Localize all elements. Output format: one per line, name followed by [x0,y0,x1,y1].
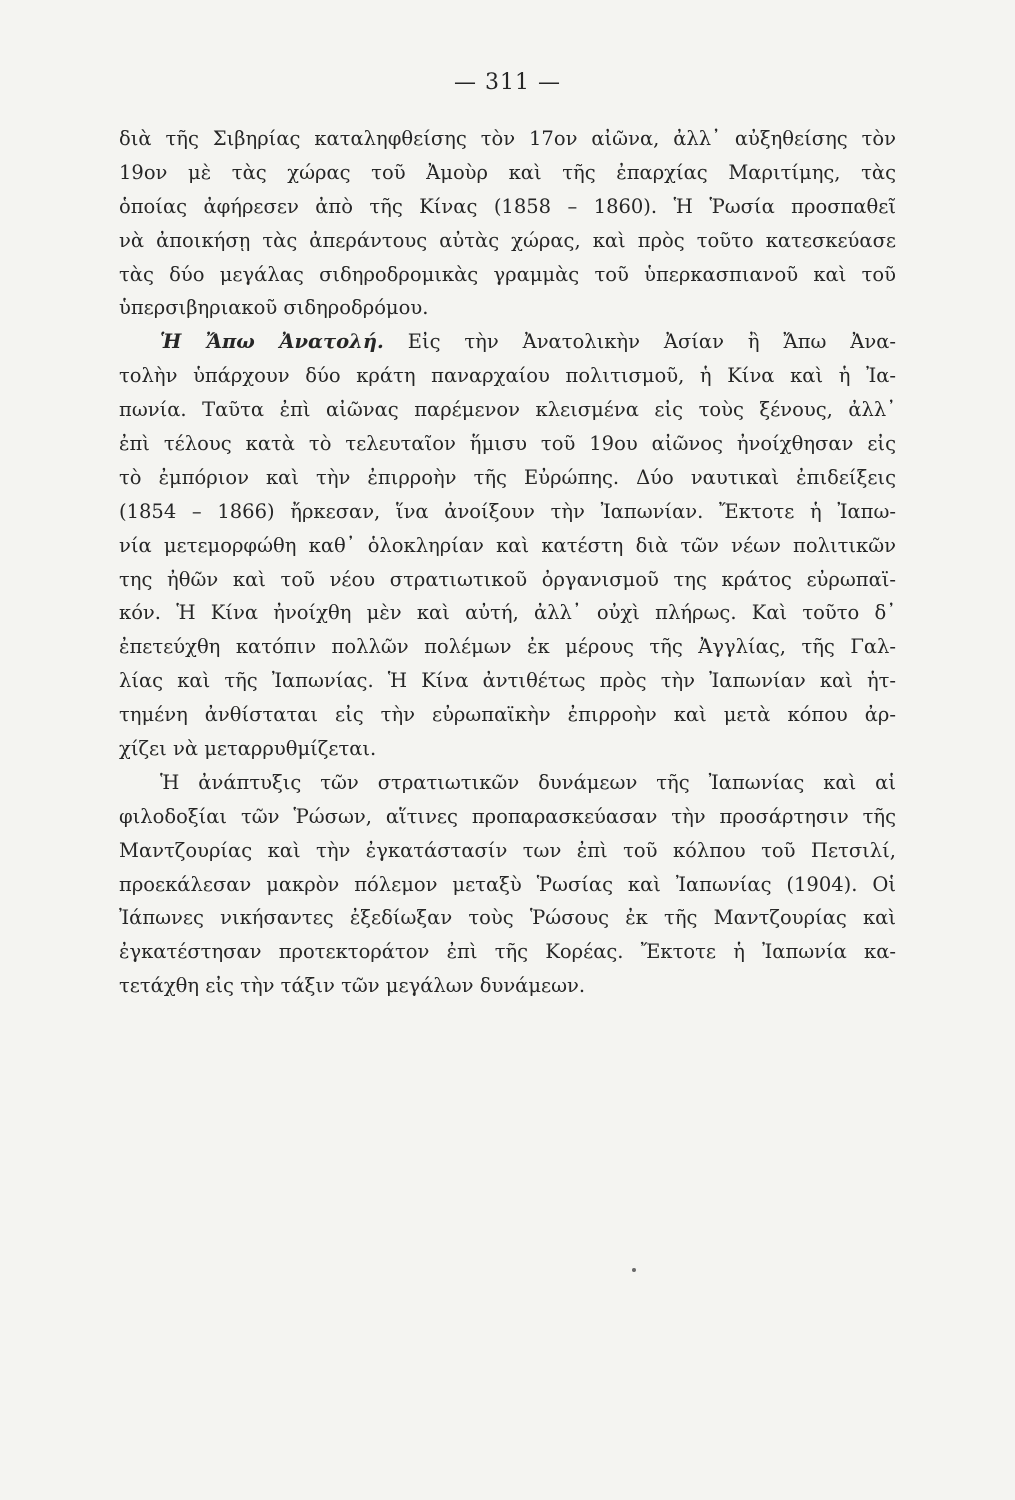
text-line: (1854 – 1866) ἤρκεσαν, ἵνα ἀνοίξουν τὴν Ἰαπωνίαν. Ἔκτοτε ἡ Ἰαπω- [119,499,896,523]
text-line: τὸ ἐμπόριον καὶ τὴν ἐπιρροὴν τῆς Εὐρώπης. Δύο ναυτικαὶ ἐπιδείξεις [119,465,896,489]
text-line: Ἰάπωνες νικήσαντες ἐξεδίωξαν τοὺς Ῥώσους ἐκ τῆς Μαντζουρίας καὶ [119,906,896,930]
text-line: κόν. Ἡ Κίνα ἠνοίχθη μὲν καὶ αὐτή, ἀλλ᾽ οὐχὶ πλήρως. Καὶ τοῦτο δ᾽ [119,601,896,625]
ink-speck [632,1268,636,1272]
paragraph [119,122,896,325]
paragraph [119,766,896,1003]
text-line: φιλοδοξίαι τῶν Ῥώσων, αἵτινες προπαρασκεύασαν τὴν προσάρτησιν τῆς [119,804,896,828]
text-line: λίας καὶ τῆς Ἰαπωνίας. Ἡ Κίνα ἀντιθέτως πρὸς τὴν Ἰαπωνίαν καὶ ἡτ- [119,669,896,693]
text-span: Εἰς τὴν Ἀνατολικὴν Ἀσίαν ἢ Ἄπω Ἀνα- [407,330,897,354]
text-line: Μαντζουρίας καὶ τὴν ἐγκατάστασίν των ἐπὶ τοῦ κόλπου τοῦ Πετσιλί, [119,838,896,862]
paragraph [119,325,896,766]
text-line: 19ον μὲ τὰς χώρας τοῦ Ἀμοὺρ καὶ τῆς ἐπαρχίας Μαριτίμης, τὰς [119,160,896,184]
text-line: πωνία. Ταῦτα ἐπὶ αἰῶνας παρέμενον κλεισμένα εἰς τοὺς ξένους, ἀλλ᾽ [119,398,896,422]
text-line: τετάχθη εἰς τὴν τάξιν τῶν μεγάλων δυνάμεων. [119,974,586,998]
text-line: χίζει νὰ μεταρρυθμίζεται. [119,737,377,761]
text-line: τημένη ἀνθίσταται εἰς τὴν εὐρωπαϊκὴν ἐπιρροὴν καὶ μετὰ κόπου ἀρ- [119,703,896,727]
text-line: ἐγκατέστησαν προτεκτοράτον ἐπὶ τῆς Κορέας. Ἔκτοτε ἡ Ἰαπωνία κα- [119,940,896,964]
text-line: ὁποίας ἀφήρεσεν ἀπὸ τῆς Κίνας (1858 – 1860). Ἡ Ῥωσία προσπαθεῖ [119,194,896,218]
section-heading: Ἡ Ἄπω Ἀνατολή. [160,330,384,354]
text-line: τὰς δύο μεγάλας σιδηροδρομικὰς γραμμὰς τοῦ ὑπερκασπιανοῦ καὶ τοῦ [119,262,896,286]
text-line: ἐπετεύχθη κατόπιν πολλῶν πολέμων ἐκ μέρους τῆς Ἀγγλίας, τῆς Γαλ- [119,635,896,659]
text-line: νὰ ἀποικήσῃ τὰς ἀπεράντους αὐτὰς χώρας, καὶ πρὸς τοῦτο κατεσκεύασε [119,228,896,252]
page-number: — 311 — [454,70,561,95]
text-line: τολὴν ὑπάρχουν δύο κράτη παναρχαίου πολιτισμοῦ, ἡ Κίνα καὶ ἡ Ἰα- [119,364,896,388]
text-line: ὑπερσιβηριακοῦ σιδηροδρόμου. [119,296,429,320]
text-line: προεκάλεσαν μακρὸν πόλεμον μεταξὺ Ῥωσίας καὶ Ἰαπωνίας (1904). Οἱ [119,872,896,896]
text-line: διὰ τῆς Σιβηρίας καταληφθείσης τὸν 17ον αἰῶνα, ἀλλ᾽ αὐξηθείσης τὸν [119,127,896,150]
text-line: Ἡ ἀνάπτυξις τῶν στρατιωτικῶν δυνάμεων τῆς Ἰαπωνίας καὶ αἱ [160,770,896,794]
body-text [119,122,896,1003]
text-line [119,325,896,359]
text-line: νία μετεμορφώθη καθ᾽ ὁλοκληρίαν καὶ κατέστη διὰ τῶν νέων πολιτικῶν [119,533,896,557]
text-line: της ἠθῶν καὶ τοῦ νέου στρατιωτικοῦ ὀργανισμοῦ της κράτος εὐρωπαϊ- [119,567,896,591]
text-line: ἐπὶ τέλους κατὰ τὸ τελευταῖον ἥμισυ τοῦ 19ου αἰῶνος ἠνοίχθησαν εἰς [119,432,896,456]
